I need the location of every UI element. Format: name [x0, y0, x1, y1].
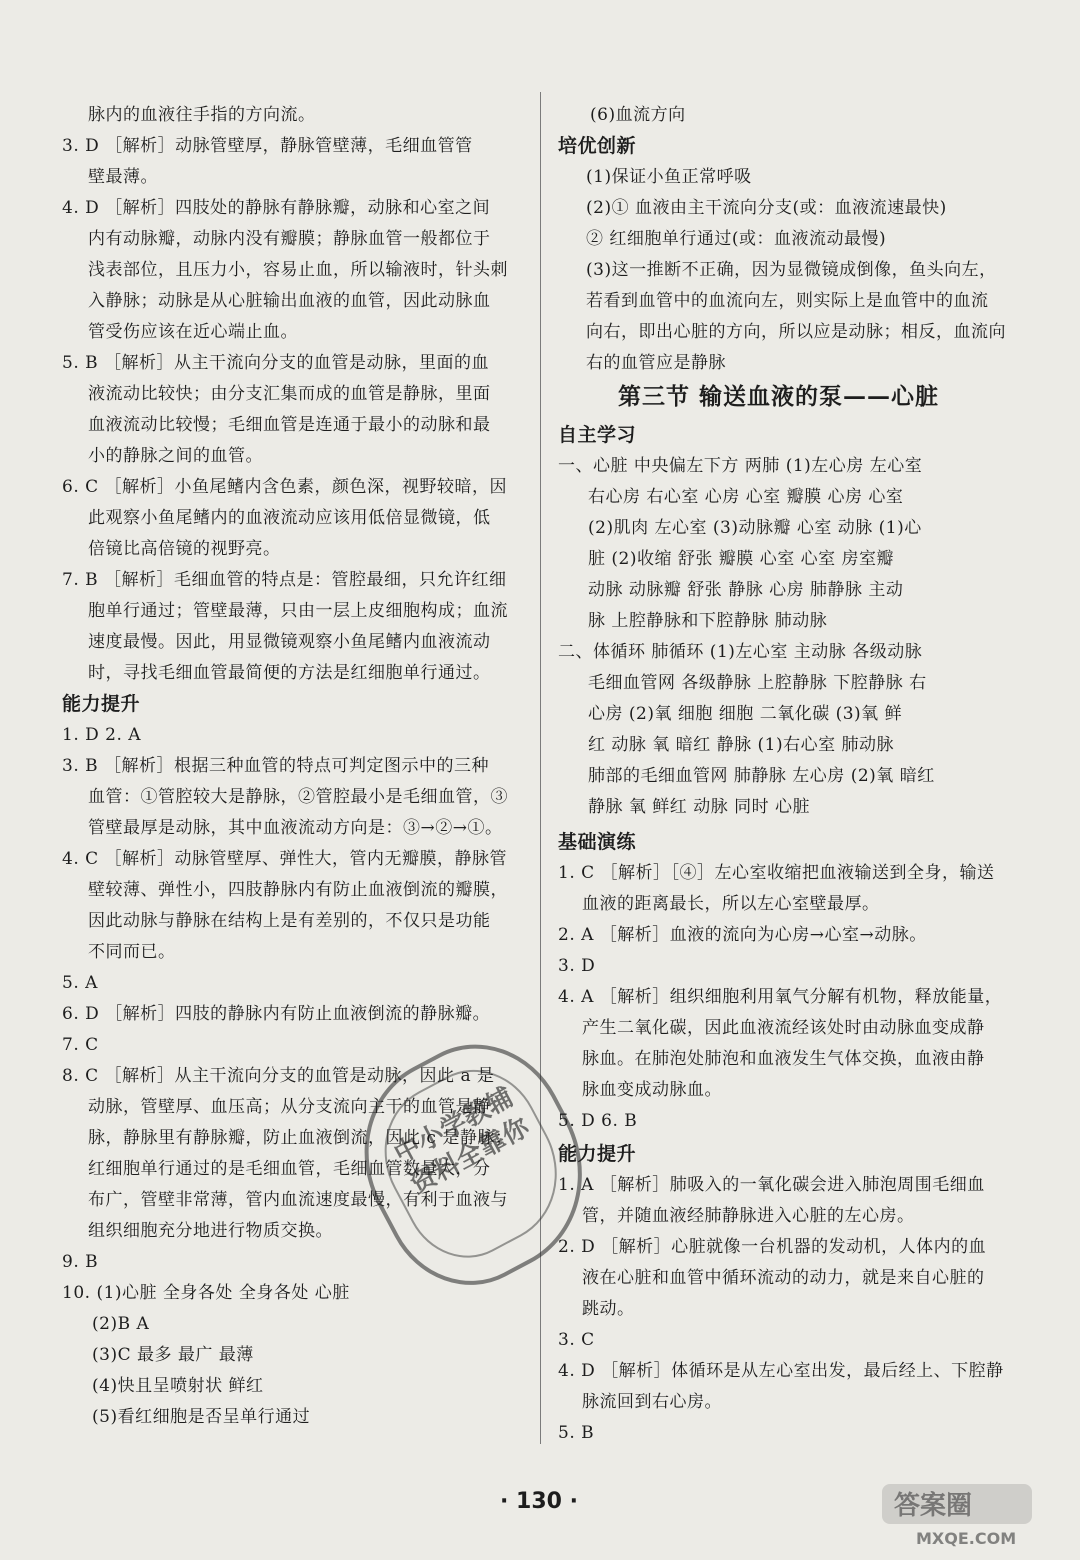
- answer-line: 一、心脏 中央偏左下方 两肺 (1)左心房 左心室: [558, 456, 923, 476]
- text-line: 脉内的血液往手指的方向流。: [88, 105, 316, 125]
- answer-line: 3. B ［解析］根据三种血管的特点可判定图示中的三种: [62, 756, 490, 776]
- text-line: 右心房 右心室 心房 心室 瓣膜 心房 心室: [588, 487, 904, 507]
- section-heading: 自主学习: [558, 424, 637, 446]
- section-heading: 培优创新: [558, 135, 637, 157]
- answer-line: 9. B: [62, 1252, 99, 1272]
- answer-line: 二、体循环 肺循环 (1)左心室 主动脉 各级动脉: [558, 642, 923, 662]
- text-line: 浅表部位，且压力小，容易止血，所以输液时，针头刺: [88, 260, 508, 280]
- text-line: 因此动脉与静脉在结构上是有差别的，不仅只是功能: [88, 911, 491, 931]
- text-line: 肺部的毛细血管网 肺静脉 左心房 (2)氧 暗红: [588, 766, 935, 786]
- sub-answer-line: (2)① 血液由主干流向分支(或：血液流速最快): [586, 198, 947, 218]
- text-line: 脉血。在肺泡处肺泡和血液发生气体交换，血液由静: [582, 1049, 985, 1069]
- text-line: 液流动比较快；由分支汇集而成的血管是静脉，里面: [88, 384, 491, 404]
- text-line: 血管：①管腔较大是静脉，②管腔最小是毛细血管，③: [88, 787, 508, 807]
- ink-stamp: [329, 1015, 620, 1314]
- text-line: 液在心脏和血管中循环流动的动力，就是来自心脏的: [582, 1268, 985, 1288]
- answer-line: 1. C ［解析］［④］左心室收缩把血液输送到全身，输送: [558, 863, 995, 883]
- text-line: 组织细胞充分地进行物质交换。: [88, 1221, 333, 1241]
- text-line: 血液流动比较慢；毛细血管是连通于最小的动脉和最: [88, 415, 491, 435]
- answer-line: 5. B: [558, 1423, 595, 1443]
- answer-line: 7. B ［解析］毛细血管的特点是：管腔最细，只允许红细: [62, 570, 507, 590]
- text-line: 不同而已。: [88, 942, 176, 962]
- text-line: 动脉，管壁厚、血压高；从分支流向主干的血管是静: [88, 1097, 491, 1117]
- answer-line: 2. D ［解析］心脏就像一台机器的发动机，人体内的血: [558, 1237, 987, 1257]
- stamp-text: 中小学教辅 资料全靠你: [389, 1082, 535, 1200]
- answer-line: 1. A ［解析］肺吸入的一氧化碳会进入肺泡周围毛细血: [558, 1175, 985, 1195]
- text-line: 速度最慢。因此，用显微镜观察小鱼尾鳍内血液流动: [88, 632, 491, 652]
- text-line: 脏 (2)收缩 舒张 瓣膜 心室 心室 房室瓣: [588, 549, 895, 569]
- answer-line: 1. D 2. A: [62, 725, 142, 745]
- text-line: 管壁最厚是动脉，其中血液流动方向是：③→②→①。: [88, 818, 503, 838]
- sub-answer-line: (6)血流方向: [590, 105, 686, 125]
- text-line: 内有动脉瓣，动脉内没有瓣膜；静脉血管一般都位于: [88, 229, 491, 249]
- text-line: 右的血管应是静脉: [586, 353, 726, 373]
- watermark-url: MXQE.COM: [916, 1529, 1017, 1548]
- text-line: (2)肌肉 左心室 (3)动脉瓣 心室 动脉 (1)心: [588, 518, 922, 538]
- text-line: 红细胞单行通过的是毛细血管，毛细血管数量大，分: [88, 1159, 491, 1179]
- text-line: 脉血变成动脉血。: [582, 1080, 722, 1100]
- answer-line: 6. C ［解析］小鱼尾鳍内含色素，颜色深，视野较暗，因: [62, 477, 508, 497]
- section-heading: 基础演练: [558, 831, 637, 853]
- text-line: 胞单行通过；管壁最薄，只由一层上皮细胞构成；血流: [88, 601, 508, 621]
- text-line: 小的静脉之间的血管。: [88, 446, 263, 466]
- text-line: 静脉 氧 鲜红 动脉 同时 心脏: [588, 797, 811, 817]
- text-line: 壁较薄、弹性小，四肢静脉内有防止血液倒流的瓣膜，: [88, 880, 508, 900]
- answer-line: 4. D ［解析］四肢处的静脉有静脉瓣，动脉和心室之间: [62, 198, 491, 218]
- sub-answer-line: (1)保证小鱼正常呼吸: [586, 167, 752, 187]
- text-line: 时，寻找毛细血管最简便的方法是红细胞单行通过。: [88, 663, 491, 683]
- text-line: 壁最薄。: [88, 167, 158, 187]
- text-line: 脉，静脉里有静脉瓣，防止血液倒流，因此 c 是静脉；: [88, 1128, 513, 1148]
- text-line: 倍镜比高倍镜的视野亮。: [88, 539, 281, 559]
- sub-answer-line: (3)这一推断不正确，因为显微镜成倒像，鱼头向左，: [586, 260, 997, 280]
- text-line: 入静脉；动脉是从心脏输出血液的血管，因此动脉血: [88, 291, 491, 311]
- answer-line: 8. C ［解析］从主干流向分支的血管是动脉，因此 a 是: [62, 1066, 495, 1086]
- answer-line: 4. C ［解析］动脉管壁厚、弹性大，管内无瓣膜，静脉管: [62, 849, 508, 869]
- section-title: 第三节 输送血液的泵——心脏: [618, 383, 940, 410]
- text-line: 毛细血管网 各级静脉 上腔静脉 下腔静脉 右: [588, 673, 927, 693]
- text-line: 管受伤应该在近心端止血。: [88, 322, 298, 342]
- answer-line: 10. (1)心脏 全身各处 全身各处 心脏: [62, 1283, 350, 1303]
- text-line: 脉 上腔静脉和下腔静脉 肺动脉: [588, 611, 828, 631]
- section-heading: 能力提升: [62, 693, 141, 715]
- text-line: 红 动脉 氧 暗红 静脉 (1)右心室 肺动脉: [588, 735, 895, 755]
- sub-answer-line: (2)B A: [92, 1314, 150, 1334]
- answer-line: 3. D ［解析］动脉管壁厚，静脉管壁薄，毛细血管管: [62, 136, 473, 156]
- answer-line: 5. B ［解析］从主干流向分支的血管是动脉，里面的血: [62, 353, 490, 373]
- answer-line: 3. D: [558, 956, 596, 976]
- answer-line: 5. A: [62, 973, 98, 993]
- answer-line: 6. D ［解析］四肢的静脉内有防止血液倒流的静脉瓣。: [62, 1004, 491, 1024]
- answer-line: 5. D 6. B: [558, 1111, 638, 1131]
- text-line: 跳动。: [582, 1299, 635, 1319]
- text-line: 若看到血管中的血流向左，则实际上是血管中的血流: [586, 291, 989, 311]
- section-heading: 能力提升: [558, 1143, 637, 1165]
- page-number: · 130 ·: [500, 1489, 578, 1514]
- text-line: 管，并随血液经肺静脉进入心脏的左心房。: [582, 1206, 915, 1226]
- text-line: 此观察小鱼尾鳍内的血液流动应该用低倍显微镜，低: [88, 508, 491, 528]
- answer-line: 7. C: [62, 1035, 99, 1055]
- text-line: 产生二氧化碳，因此血液流经该处时由动脉血变成静: [582, 1018, 985, 1038]
- answer-line: 4. D ［解析］体循环是从左心室出发，最后经上、下腔静: [558, 1361, 1004, 1381]
- text-line: 心房 (2)氧 细胞 细胞 二氧化碳 (3)氧 鲜: [588, 704, 903, 724]
- text-line: 脉流回到右心房。: [582, 1392, 722, 1412]
- text-line: 动脉 动脉瓣 舒张 静脉 心房 肺静脉 主动: [588, 580, 904, 600]
- sub-answer-line: ② 红细胞单行通过(或：血液流动最慢): [586, 229, 887, 249]
- site-watermark-logo: [880, 1480, 1040, 1550]
- answer-line: 4. A ［解析］组织细胞利用氧气分解有机物，释放能量，: [558, 987, 1003, 1007]
- text-line: 布广，管壁非常薄，管内血流速度最慢，有利于血液与: [88, 1190, 508, 1210]
- sub-answer-line: (5)看红细胞是否呈单行通过: [92, 1407, 311, 1427]
- text-line: 血液的距离最长，所以左心室壁最厚。: [582, 894, 880, 914]
- text-line: 向右，即出心脏的方向，所以应是动脉；相反，血流向: [586, 322, 1006, 342]
- answer-line: 3. C: [558, 1330, 595, 1350]
- answer-line: 2. A ［解析］血液的流向为心房→心室→动脉。: [558, 925, 927, 945]
- sub-answer-line: (3)C 最多 最广 最薄: [92, 1345, 254, 1365]
- sub-answer-line: (4)快且呈喷射状 鲜红: [92, 1376, 264, 1396]
- watermark-title: 答案圈: [894, 1491, 973, 1521]
